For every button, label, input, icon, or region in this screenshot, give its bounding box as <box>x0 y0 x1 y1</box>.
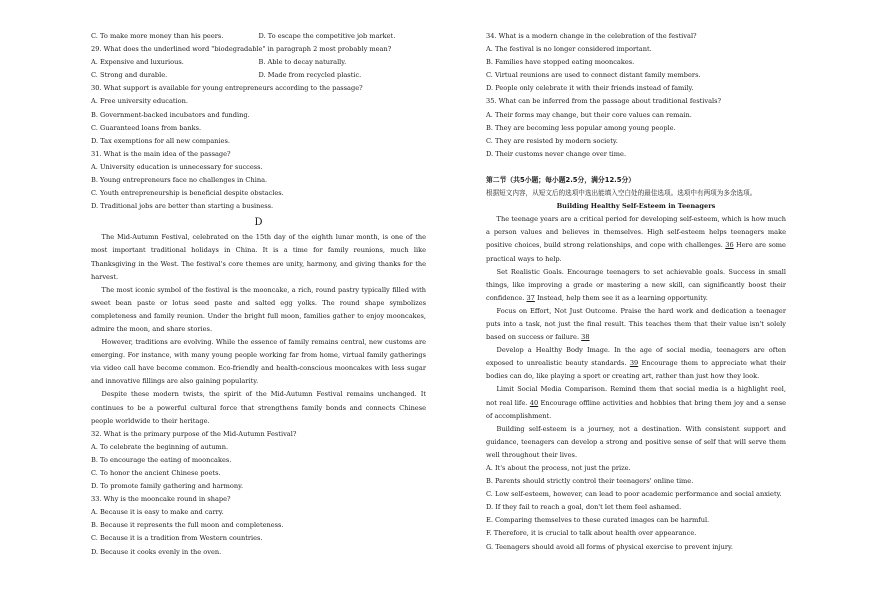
paragraph-5-tail: Encourage offline activities and hobbies that bring them joy and a sense of accomplishment. <box>486 398 786 420</box>
section-2-instruction: 根据短文内容，从短文后的选项中选出能填入空白处的最佳选项。选项中有两项为多余选项。 <box>486 189 757 198</box>
choice-f: F. Therefore, it is crucial to talk about health over appearance. <box>486 529 697 538</box>
q30-option-c: C. Guaranteed loans from banks. <box>91 123 202 132</box>
q32-option-d: D. To promote family gathering and harmony. <box>91 482 244 491</box>
q34-stem: 34. What is a modern change in the celebration of the festival? <box>486 32 697 40</box>
q31-option-c: C. Youth entrepreneurship is beneficial despite obstacles. <box>91 189 284 198</box>
passage-title: Building Healthy Self-Esteem in Teenagers <box>556 202 716 211</box>
q33-option-c: C. Because it is a tradition from Western countries. <box>91 534 263 543</box>
q35-option-c: C. They are resisted by modern society. <box>486 136 618 145</box>
blank-38: 38 <box>581 333 590 342</box>
q35-option-a: A. Their forms may change, but their core values can remain. <box>486 110 692 119</box>
q30-option-a: A. Free university education. <box>91 97 188 106</box>
choice-c: C. Low self-esteem, however, can lead to poor academic performance and social anxiety. <box>486 490 782 499</box>
q29-option-c: C. Strong and durable. <box>91 71 168 80</box>
q34-option-d: D. People only celebrate it with their friends instead of family. <box>486 84 694 93</box>
choice-b: B. Parents should strictly control their teenagers' online time. <box>486 477 694 486</box>
left-column <box>91 30 426 559</box>
passage-paragraph-6: Building self-esteem is a journey, not a destination. With consistent support and guidance, teenagers can develop a strong and positive sense of self that will serve them well throughout their lives. <box>486 424 786 459</box>
passage-d-paragraph-4: Despite these modern twists, the spirit of the Mid-Autumn Festival remains unchanged. It continues to be a powerful cultural force that strengthens family bonds and connects Chinese people worldwide to their heritage. <box>91 390 426 425</box>
q29-options-row-1 <box>91 56 426 69</box>
choice-g: G. Teenagers should avoid all forms of physical exercise to prevent injury. <box>486 542 733 551</box>
blank-40: 40 <box>529 398 539 407</box>
q28-option-c: C. To make more money than his peers. <box>91 32 224 40</box>
blank-37: 37 <box>526 293 535 302</box>
passage-paragraph-5 <box>486 383 786 422</box>
passage-paragraph-3 <box>486 305 786 344</box>
q31-option-a: A. University education is unnecessary for success. <box>91 162 263 171</box>
q31-option-d: D. Traditional jobs are better than starting a business. <box>91 202 274 211</box>
q33-option-b: B. Because it represents the full moon and completeness. <box>91 521 284 530</box>
q31-stem: 31. What is the main idea of the passage? <box>91 149 231 158</box>
paragraph-1-tail: Here are some practical ways to help. <box>486 241 786 263</box>
paragraph-2-text: Set Realistic Goals. Encourage teenagers to set achievable goals. Success in small things, like improving a grade or mastering a new skill, can significantly boost their confidence. <box>486 267 786 302</box>
paragraph-2-tail: Instead, help them see it as a learning opportunity. <box>534 293 708 302</box>
q29-stem: 29. What does the underlined word "biodegradable" in paragraph 2 most probably mean? <box>91 45 392 54</box>
q34-option-c: C. Virtual reunions are used to connect distant family members. <box>486 71 701 80</box>
passage-paragraph-2 <box>486 266 786 305</box>
q32-option-b: B. To encourage the eating of mooncakes. <box>91 455 232 464</box>
passage-d-paragraph-1: The Mid-Autumn Festival, celebrated on the 15th day of the eighth lunar month, is one of the most important traditional holidays in China. It is a time for family reunions, much like Thanksgiving in the West. The festival's core themes are unity, harmony, and giving thanks for the harvest. <box>91 233 426 281</box>
passage-d-paragraph-2: The most iconic symbol of the festival is the mooncake, a rich, round pastry typically filled with sweet bean paste or lotus seed paste and salted egg yolks. The round shape symbolizes completeness and family reunion. Under the bright full moon, families gather to enjoy mooncakes, admire the moon, and share stories. <box>91 285 426 333</box>
choice-e: E. Comparing themselves to these curated images can be harmful. <box>486 516 710 525</box>
q29-option-b: B. Able to decay naturally. <box>258 58 347 67</box>
q32-stem: 32. What is the primary purpose of the Mid-Autumn Festival? <box>91 429 297 438</box>
paragraph-4-text: Develop a Healthy Body Image. In the age of social media, teenagers are often exposed to unrealistic beauty standards. <box>486 346 786 368</box>
paragraph-1-text: The teenage years are a critical period for developing self-esteem, which is how much a person values and believes in themselves. High self-esteem helps teenagers make positive choices, build strong relationships, and cope with challenges. <box>486 215 786 250</box>
q30-option-d: D. Tax exemptions for all new companies. <box>91 136 230 145</box>
section-2-heading: 第二节（共5小题；每小题2.5分，满分12.5分） <box>486 175 636 184</box>
q33-option-d: D. Because it cooks evenly in the oven. <box>91 547 222 556</box>
paragraph-4-tail: Encourage them to appreciate what their bodies can do, like playing a sport or creating art, rather than just how they look. <box>486 359 787 381</box>
q30-option-b: B. Government-backed incubators and funding. <box>91 110 250 119</box>
q29-option-d: D. Made from recycled plastic. <box>258 71 362 80</box>
blank-36: 36 <box>725 241 734 250</box>
q30-stem: 30. What support is available for young entrepreneurs according to the passage? <box>91 84 363 93</box>
q34-option-b: B. Families have stopped eating mooncakes. <box>486 58 635 67</box>
q35-option-b: B. They are becoming less popular among young people. <box>486 123 676 132</box>
q35-stem: 35. What can be inferred from the passage about traditional festivals? <box>486 97 722 106</box>
passage-paragraph-4 <box>486 344 786 383</box>
q31-option-b: B. Young entrepreneurs face no challenges in China. <box>91 176 268 185</box>
right-column <box>486 30 786 554</box>
q34-option-a: A. The festival is no longer considered important. <box>486 45 652 54</box>
q28-options-row <box>91 30 426 43</box>
passage-d-paragraph-3: However, traditions are evolving. While the essence of family remains central, new customs are emerging. For instance, with many young people working far from home, virtual family gatherings via video call have become common. Eco-friendly and health-conscious mooncakes with less sugar and innovative fillings are also gaining popularity. <box>91 338 426 386</box>
q32-option-c: C. To honor the ancient Chinese poets. <box>91 469 221 477</box>
paragraph-3-text: Focus on Effort, Not Just Outcome. Praise the hard work and dedication a teenager puts into a task, not just the final result. This teaches them that their value isn't solely based on success or failure. <box>486 306 786 342</box>
paragraph-5-text: Limit Social Media Comparison. Remind them that social media is a highlight reel, not real life. <box>486 385 786 407</box>
q28-option-d: D. To escape the competitive job market. <box>258 32 396 40</box>
q33-stem: 33. Why is the mooncake round in shape? <box>91 495 231 504</box>
choice-a: A. It's about the process, not just the prize. <box>486 464 631 472</box>
blank-39: 39 <box>629 359 639 368</box>
q33-option-a: A. Because it is easy to make and carry. <box>91 508 224 517</box>
q29-option-a: A. Expensive and luxurious. <box>91 58 184 67</box>
section-d-heading: D <box>254 217 263 229</box>
choice-d: D. If they fail to reach a goal, don't let them feel ashamed. <box>486 503 682 512</box>
q29-options-row-2 <box>91 69 426 82</box>
q32-option-a: A. To celebrate the beginning of autumn. <box>91 442 229 451</box>
q35-option-d: D. Their customs never change over time. <box>486 149 627 158</box>
passage-paragraph-1 <box>486 213 786 265</box>
